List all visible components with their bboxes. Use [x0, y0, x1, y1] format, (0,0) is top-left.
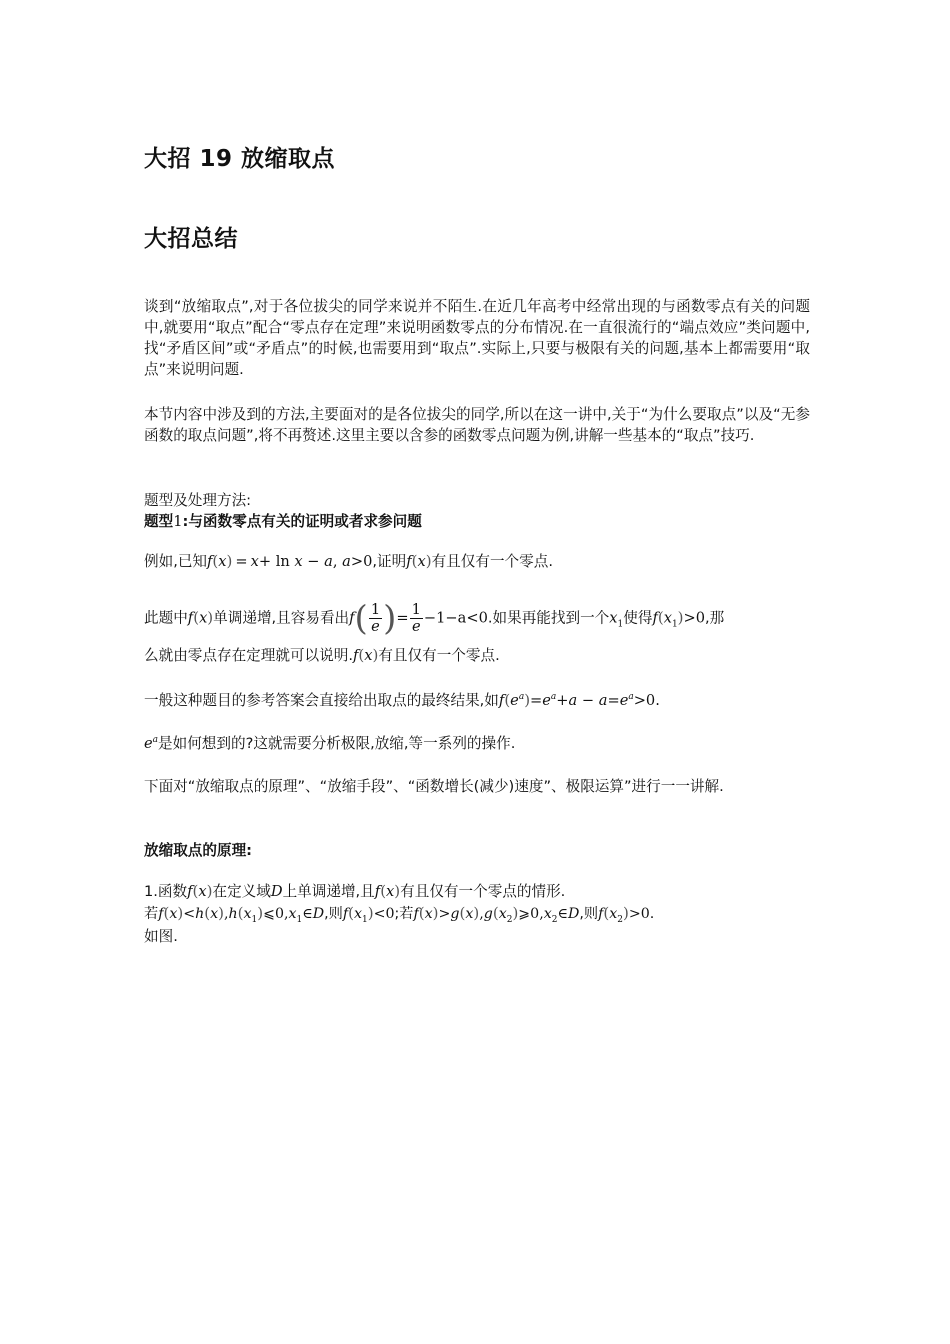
page-title: 大招 19 放缩取点	[144, 146, 336, 172]
type1-number: 1	[173, 513, 183, 530]
outline-paragraph: 下面对“放缩取点的原理”、“放缩手段”、“函数增长(减少)速度”、极限运算”进行一一讲解.	[144, 778, 724, 795]
principle-heading: 放缩取点的原理:	[144, 842, 252, 859]
analysis-line-2: 么就由零点存在定理就可以说明.f(x)有且仅有一个零点.	[144, 646, 500, 664]
principle-line-2: 若$f(x)<h(x),h(x_1)⩽0,x_1\in D$,则$f(x_1)<0$;若$f(x)>g(x),g(x_2)⩾0,x_2\in D$,则$f(x_2)>0$.	[144, 904, 655, 925]
type1-prefix: 题型	[144, 513, 174, 530]
type1-title: :与函数零点有关的证明或者求参问题	[182, 513, 422, 530]
type1-heading	[144, 511, 422, 532]
answer-line: 一般这种题目的参考答案会直接给出取点的最终结果,如$f(e^a)=e^a+a - a=e^a>0$.	[144, 691, 660, 709]
question-line: $e^a$是如何想到的?这就需要分析极限,放缩,等一系列的操作.	[144, 735, 516, 752]
fraction-one-over-e: $\frac{1}{e}$	[370, 601, 381, 635]
intro-paragraph-1: 谈到“放缩取点”,对于各位拔尖的同学来说并不陌生.在近几年高考中经常出现的与函数零点有关的问题中,就要用“取点”配合“零点存在定理”来说明函数零点的分布情况.在一直很流行的“端点效应”类问题中,找“矛盾区间”或“矛盾点”的时候,也需要用到“取点”.实际上,只要与极限有关的问题,基本上都需要用“取点”来说明问题.	[144, 298, 810, 378]
analysis-line-1: 此题中f(x)单调递增,且容易看出f( $\frac{1}{e}$ )= $\frac{1}{e}$ −1−a<0.如果再能找到一个$x_1$使得$f(x_1)>0$,那	[144, 598, 725, 639]
section-title: 大招总结	[144, 226, 238, 252]
fraction-one-over-e: $\frac{1}{e}$	[411, 601, 421, 635]
principle-item-1: 1.函数f(x)在定义域D上单调递增,且f(x)有且仅有一个零点的情形.	[144, 882, 566, 900]
principle-line-3: 如图.	[144, 928, 178, 945]
intro-paragraph-2: 本节内容中涉及到的方法,主要面对的是各位拔尖的同学,所以在这一讲中,关于“为什么要取点”以及“无参函数的取点问题”,将不再赘述.这里主要以含参的函数零点问题为例,讲解一些基本的“取点”技巧.	[144, 406, 810, 444]
example-line: 例如,已知f(x) = x+ ln x − a, a>0,证明f(x)有且仅有一个零点.	[144, 552, 553, 570]
types-label: 题型及处理方法:	[144, 492, 252, 509]
